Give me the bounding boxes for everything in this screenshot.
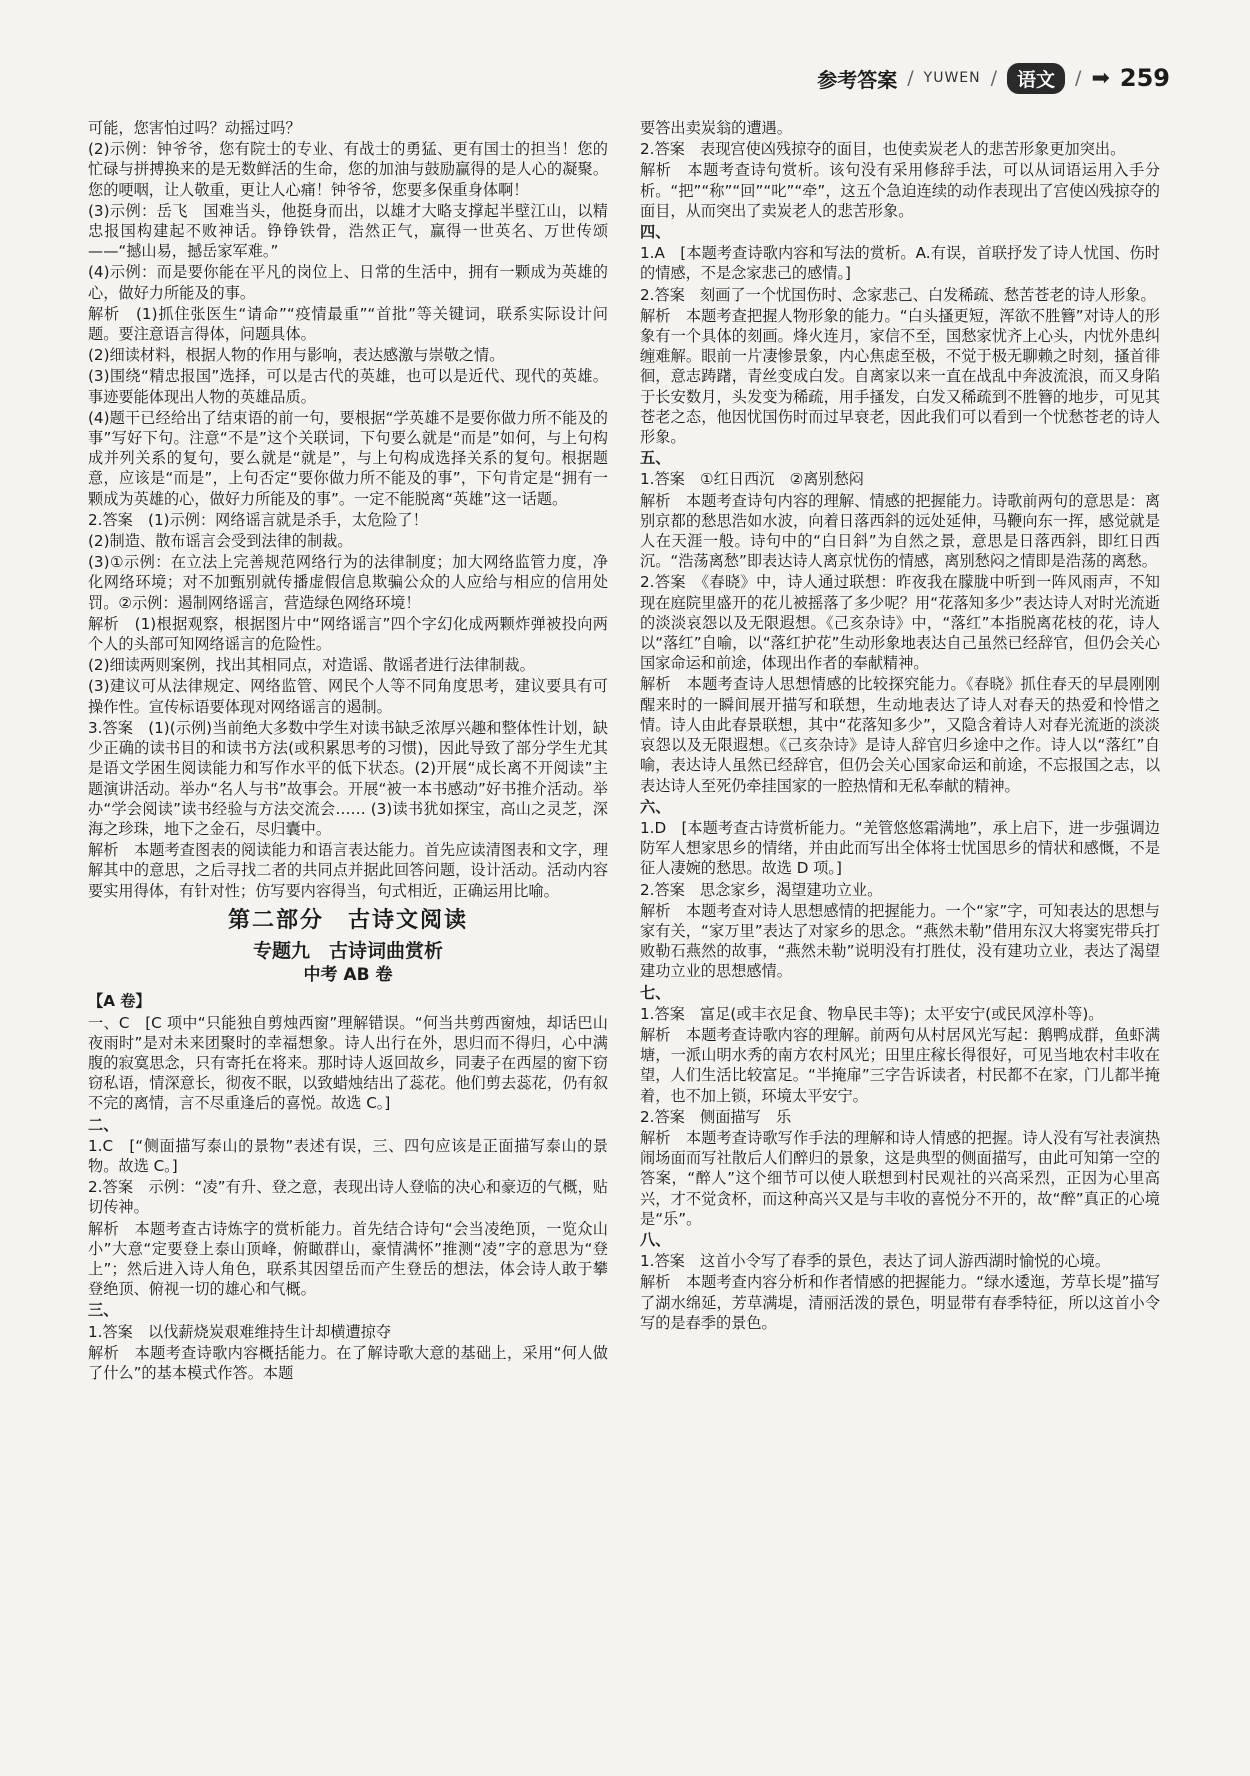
paragraph: (4)题干已经给出了结束语的前一句，要根据“学英雄不是要你做力所不能及的事”写好下句。注意“不是”这个关联词，下句要么就是“而是”如何，与上句构成并列关系的复句，要么就是“就是”，与上句构成选择关系的复句。根据题意，应该是“而是”，上句否定“要你做力所不能及的事”，下句肯定是“拥有一颗成为英雄的心，做好力所能及的事”。一定不能脱离“英雄”这一话题。 [88,408,608,508]
question-paragraph: 1.C [“侧面描写泰山的景物”表述有误，三、四句应该是正面描写泰山的景物。故选 C。] [88,1136,608,1175]
paragraph: 可能，您害怕过吗？动摇过吗？ [88,119,301,137]
answer-paragraph: 1.答案 这首小令写了春季的景色，表达了词人游西湖时愉悦的心境。 [640,1252,1111,1271]
analysis-paragraph: 解析 本题考查诗歌写作手法的理解和诗人情感的把握。诗人没有写社表演热闹场面而写社散后人们醉归的景象，这是典型的侧面描写，由此可知第一空的答案，“醉人”这个细节可以使人联想到村民观社的兴高采烈，正因为心里高兴，才不觉贪杯，而这种高兴又是与丰收的喜悦分不开的，故“醉”真正的心境是“乐”。 [640,1128,1160,1228]
topic-title: 专题九 古诗词曲赏析 [252,939,443,962]
analysis-paragraph: 解析 本题考查诗句内容的理解、情感的把握能力。诗歌前两句的意思是：离别京都的愁思浩如水波，向着日落西斜的远处延伸，马鞭向东一挥，感觉就是人在天涯一般。诗句中的“白日斜”为自然之景，意思是日落西斜，即红日西沉。“浩荡离愁”即表达诗人离京忧伤的情感，离别愁闷之情即是浩荡的离愁。 [640,491,1160,571]
header-subject-badge: 语文 [1007,63,1065,94]
analysis-paragraph: 解析 本题考查对诗人思想感情的把握能力。一个“家”字，可知表达的思想与家有关，“家万里”表达了对家乡的思念。“燕然未勒”借用东汉大将窦宪带兵打败勒石燕然的故事，“燕然未勒”说明没有打胜仗，没有建功立业，表达了渴望建功立业的思想感情。 [640,901,1160,981]
paragraph: (3)建议可从法律规定、网络监管、网民个人等不同角度思考，建议要具有可操作性。宣传标语要体现对网络谣言的遏制。 [88,677,608,716]
answer-paragraph: 2.答案 侧面描写 乐 [640,1107,792,1126]
paragraph: (2)细读材料，根据人物的作用与影响，表达感激与崇敬之情。 [88,346,505,365]
analysis-paragraph: 解析 本题考查把握人物形象的能力。“白头搔更短，浑欲不胜簪”对诗人的形象有一个具体的刻画。烽火连月，家信不至，国愁家忧齐上心头，内忧外患纠缠难解。眼前一片凄惨景象，内心焦虑至极，不觉于极无聊赖之时刻，搔首徘徊，意志踌躇，青丝变成白发。自离家以来一直在战乱中奔波流浪，而又身陷于长安数月，头发变为稀疏，用手搔发，白发又稀疏到不胜簪的地步，可见其苍老之态，他因忧国伤时而过早衰老，因此我们可以看到一个忧愁苍老的诗人形象。 [640,306,1160,447]
answer-paragraph: 2.答案 《春晓》中，诗人通过联想：昨夜我在朦胧中听到一阵风雨声，不知现在庭院里盛开的花儿被摇落了多少呢？用“花落知多少”表达诗人对时光流逝的淡淡哀怨以及无限遐想。《己亥杂诗》中，“落红”本指脱离花枝的花，诗人以“落红”自喻，以“落红护花”生动形象地表达自己虽然已经辞官，但仍会关心国家命运和前途，体现出作者的奉献精神。 [640,573,1160,673]
question-paragraph: 1.A [本题考查诗歌内容和写法的赏析。A.有误，首联抒发了诗人忧国、伤时的情感，不是念家悲己的感情。] [640,244,1160,283]
analysis-paragraph: 解析 本题考查诗歌内容概括能力。在了解诗歌大意的基础上，采用“何人做了什么”的基本模式作答。本题 [88,1343,608,1382]
header-label: 参考答案 [817,67,898,92]
section-number: 五、 [640,449,671,468]
question-paragraph: 一、C [C 项中“只能独自剪烛西窗”理解错误。“何当共剪西窗烛，却话巴山夜雨时”是对未来团聚时的幸福想象。诗人出行在外，思归而不得归，心中满腹的寂寞思念，只有寄托在将来。那时诗人返回故乡，同妻子在西屋的窗下窃窃私语，情深意长，彻夜不眠，以致蜡烛结出了蕊花。他们剪去蕊花，仍有叙不完的离情，言不尽重逢后的喜悦。故选 C。] [88,1013,608,1113]
paragraph: (3)①示例：在立法上完善规范网络行为的法律制度；加大网络监管力度，净化网络环境；对不加甄别就传播虚假信息欺骗公众的人应给与相应的信用处罚。②示例：遏制网络谣言，营造绿色网络环境！ [88,553,608,612]
subsection-title: 中考 AB 卷 [303,965,393,986]
arrow-right-icon: ➡ [1091,65,1110,91]
left-column [88,118,608,1384]
analysis-paragraph: 解析 本题考查诗歌内容的理解。前两句从村居风光写起：鹅鸭成群，鱼虾满塘，一派山明水秀的南方农村风光；田里庄稼长得很好，可见当地农村丰收在望，人们生活比较富足。“半掩扉”三字告诉读者，村民都不在家，门儿都半掩着，也不加上锁，环境太平安宁。 [640,1025,1160,1105]
header-separator: / [1075,67,1082,89]
paragraph: 要答出卖炭翁的遭遇。 [640,119,792,137]
analysis-paragraph: 解析 本题考查诗句赏析。该句没有采用修辞手法，可以从词语运用入手分析。“把”“称”“回”“叱”“牵”，这五个急迫连续的动作表现出了宫使凶残掠夺的面目，从而突出了卖炭老人的悲苦形象。 [640,161,1160,220]
answer-paragraph: 3.答案 (1)(示例)当前绝大多数中学生对读书缺乏浓厚兴趣和整体性计划，缺少正确的读书目的和读书方法(或积累思考的习惯)，因此导致了部分学生尤其是语文学困生阅读能力和写作水平的低下状态。(2)开展“成长离不开阅读”主题演讲活动。举办“名人与书”故事会。开展“被一本书感动”好书推介活动。举办“学会阅读”读书经验与方法交流会…… (3)读书犹如探宝，高山之灵芝，深海之珍珠，地下之金石，尽归囊中。 [88,718,608,838]
section-number: 六、 [640,797,671,816]
section-number: 七、 [640,983,671,1002]
analysis-paragraph: 解析 本题考查内容分析和作者情感的把握能力。“绿水逶迤，芳草长堤”描写了湖水绵延，芳草满堤，清丽活泼的景色，明显带有春季特征，所以这首小令写的是春季的景色。 [640,1273,1160,1332]
answer-paragraph: 2.答案 示例：“凌”有升、登之意，表现出诗人登临的决心和豪迈的气概，贴切传神。 [88,1178,608,1217]
answer-paragraph: 1.答案 富足(或丰衣足食、物阜民丰等)；太平安宁(或民风淳朴等)。 [640,1004,1104,1023]
answer-paragraph: 2.答案 刻画了一个忧国伤时、念家悲己、白发稀疏、愁苦苍老的诗人形象。 [640,285,1156,304]
header-separator: / [990,67,998,89]
right-column [640,118,1160,1334]
analysis-paragraph: 解析 (1)根据观察，根据图片中“网络谣言”四个字幻化成两颗炸弹被投向两个人的头部可知网络谣言的危险性。 [88,614,608,654]
paragraph: (2)细读两则案例，找出其相同点，对造谣、散谣者进行法律制裁。 [88,656,535,675]
analysis-paragraph: 解析 本题考查诗人思想情感的比较探究能力。《春晓》抓住春天的早晨刚刚醒来时的一瞬间展开描写和联想，生动地表达了诗人对春天的热爱和怜惜之情。诗人由此春景联想，其中“花落知多少”，又隐含着诗人对春光流逝的淡淡哀怨以及无限遐想。《己亥杂诗》是诗人辞官归乡途中之作。诗人以“落红”自喻，表达诗人虽然已经辞官，但仍会关心国家命运和前途，不忘报国之志，以表达诗人至死仍牵挂国家的一腔热情和无私奉献的精神。 [640,675,1160,795]
part-title: 第二部分 古诗文阅读 [227,907,468,933]
paragraph: (3)示例：岳飞 国难当头，他挺身而出，以雄才大略支撑起半壁江山，以精忠报国构建起不败神话。铮铮铁骨，浩然正气，赢得一世英名、万世传颂——“撼山易，撼岳家军难。” [88,201,608,261]
analysis-paragraph: 解析 本题考查图表的阅读能力和语言表达能力。首先应读清图表和文字，理解其中的意思，之后寻找二者的共同点并据此回答问题，设计活动。活动内容要实用得体，有针对性；仿写要内容得当，句式相近，正确运用比喻。 [88,841,608,900]
section-number: 三、 [88,1301,119,1320]
analysis-paragraph: 解析 (1)抓住张医生“请命”“疫情最重”“首批”等关键词，联系实际设计问题。要注意语言得体，问题具体。 [88,304,608,344]
answer-paragraph: 1.答案 ①红日西沉 ②离别愁闷 [640,470,864,489]
question-paragraph: 1.D [本题考查古诗赏析能力。“羌管悠悠霜满地”，承上启下，进一步强调边防军人想家思乡的情绪，并由此而写出全体将士忧国思乡的情状和感慨，不是征人凄婉的愁思。故选 D 项。] [640,818,1160,878]
paragraph: (4)示例：而是要你能在平凡的岗位上、日常的生活中，拥有一颗成为英雄的心，做好力所能及的事。 [88,263,608,302]
answer-paragraph: 2.答案 (1)示例：网络谣言就是杀手，太危险了！ [88,510,428,529]
paragraph: (3)围绕“精忠报国”选择，可以是古代的英雄，也可以是近代、现代的英雄。事迹要能体现出人物的英雄品质。 [88,367,608,406]
header-separator: / [907,67,914,89]
section-number: 八、 [640,1230,671,1249]
answer-paragraph: 2.答案 思念家乡，渴望建功立业。 [640,880,883,899]
section-label: 【A 卷】 [88,992,151,1011]
page-number: 259 [1119,64,1170,92]
section-number: 四、 [640,223,671,242]
section-number: 二、 [88,1115,119,1134]
answer-paragraph: 2.答案 表现宫使凶残掠夺的面目，也使卖炭老人的悲苦形象更加突出。 [640,140,1126,159]
page-header [817,58,1170,98]
paragraph: (2)示例：钟爷爷，您有院士的专业、有战士的勇猛、更有国士的担当！您的忙碌与拼搏换来的是无数鲜活的生命，您的加油与鼓励赢得的是人心的凝聚。您的哽咽，让人敬重，更让人心痛！钟爷爷，您要多保重身体啊！ [88,140,608,199]
header-subject-en: YUWEN [923,70,981,86]
analysis-paragraph: 解析 本题考查古诗炼字的赏析能力。首先结合诗句“会当凌绝顶，一览众山小”大意“定要登上泰山顶峰，俯瞰群山，豪情满怀”推测“凌”字的意思为“登上”；然后进入诗人角色，联系其因望岳而产生登岳的想法，体会诗人敢于攀登绝顶、俯视一切的雄心和气概。 [88,1219,608,1299]
paragraph: (2)制造、散布谣言会受到法律的制裁。 [88,532,353,551]
answer-paragraph: 1.答案 以伐薪烧炭艰难维持生计却横遭掠夺 [88,1322,392,1341]
